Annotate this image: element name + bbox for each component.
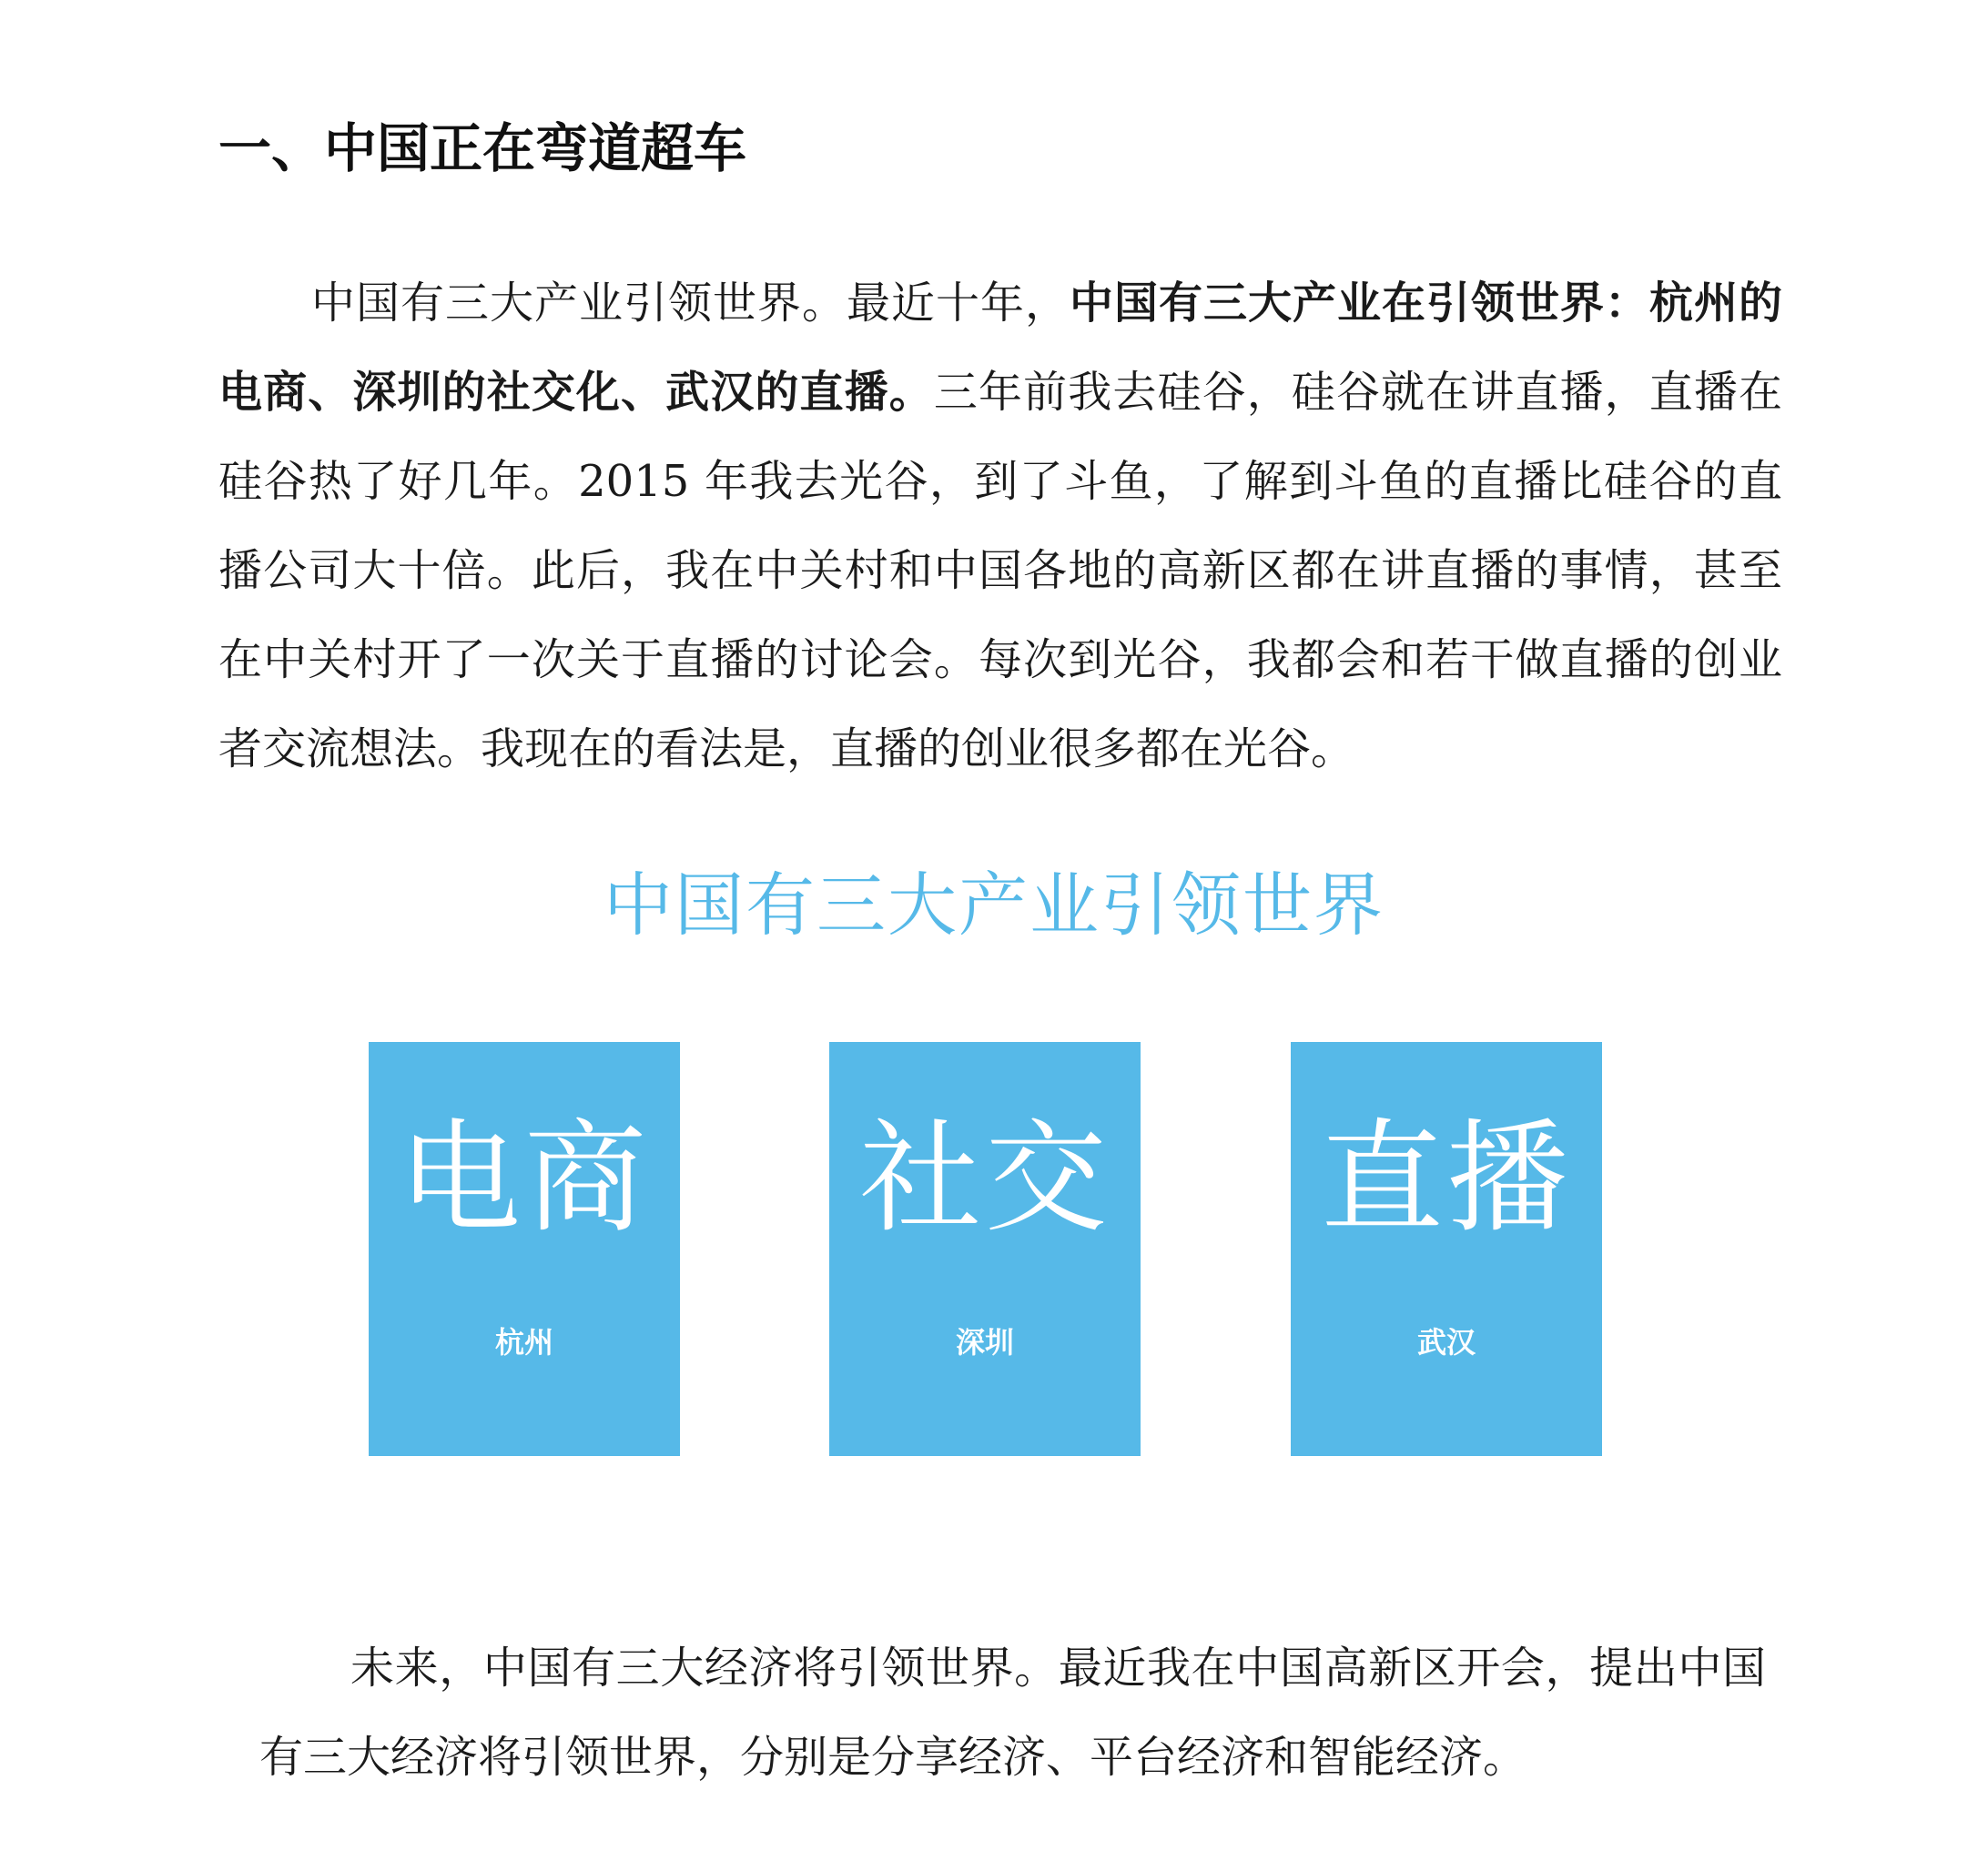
section-heading: 一、中国正在弯道超车	[218, 117, 747, 179]
industries-figure	[0, 855, 1988, 1474]
industry-card-word: 直播	[1320, 1107, 1572, 1249]
paragraph-intro-rest: 三年前我去硅谷，硅谷就在讲直播，直播在硅谷热了好几年。2015 年我去光谷，到了斗鱼，了解到斗鱼的直播比硅谷的直播公司大十倍。此后，我在中关村和中国各地的高新区都在讲直播的事情，甚至在中关村开了一次关于直播的讨论会。每次到光谷，我都会和若干做直播的创业者交流想法。我现在的看法是，直播的创业很多都在光谷。	[218, 367, 1782, 774]
figure-title: 中国有三大产业引领世界	[604, 865, 1384, 946]
paragraph-future: 未来，中国有三大经济将引领世界。最近我在中国高新区开会，提出中国有三大经济将引领世界，分别是分享经济、平台经济和智能经济。	[259, 1643, 1766, 1783]
paragraph-intro-bold: 中国有三大产业在引领世界：杭州的电商、深圳的社交化、武汉的直播。	[218, 278, 1782, 418]
industry-card-livestream	[1291, 1042, 1602, 1456]
industry-card-word: 电商	[398, 1107, 650, 1249]
industry-card-city: 武汉	[1416, 1325, 1476, 1360]
industry-card-city: 深圳	[955, 1325, 1014, 1360]
industry-card-city: 杭州	[494, 1325, 553, 1360]
industry-card-word: 社交	[858, 1107, 1111, 1249]
paragraph-intro-lead: 中国有三大产业引领世界。最近十年，	[311, 278, 1070, 329]
industry-card-ecommerce	[369, 1042, 680, 1456]
industry-card-social	[829, 1042, 1141, 1456]
paragraph-intro	[218, 258, 1782, 794]
